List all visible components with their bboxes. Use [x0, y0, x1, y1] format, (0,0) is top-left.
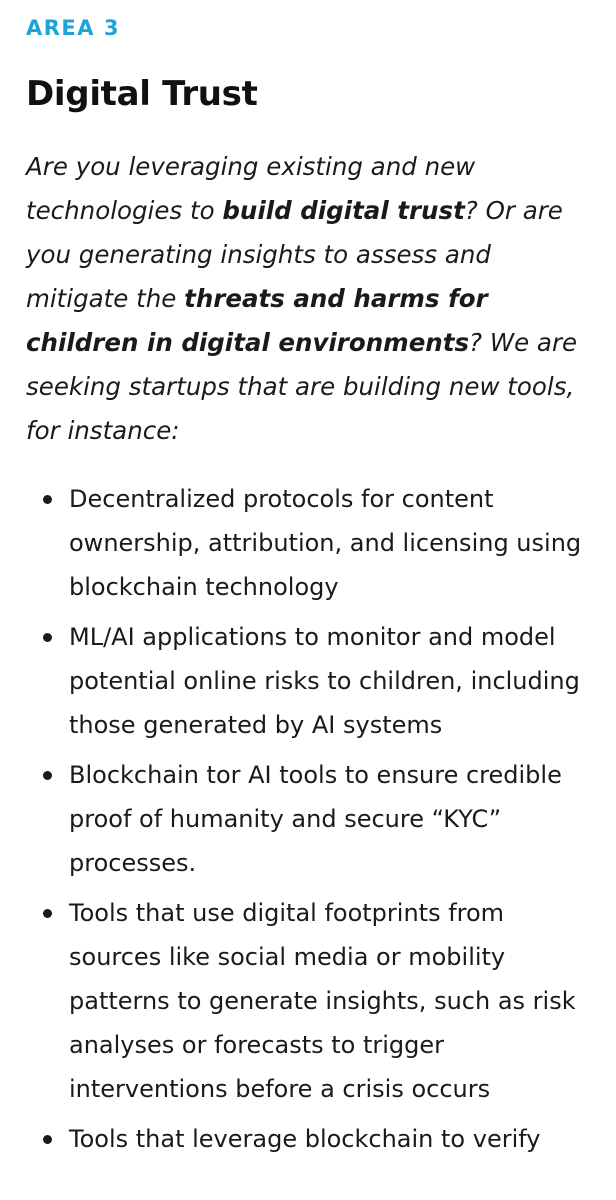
list-item — [26, 753, 596, 885]
bullet-icon — [43, 909, 52, 918]
list-item-text: Tools that use digital footprints from sources like social media or mobility patterns to generate insights, such as risk analyses or forecasts to trigger interventions before a crisis occurs — [69, 899, 576, 1103]
bullet-icon — [43, 1135, 52, 1144]
list-item — [26, 477, 596, 609]
intro-emphasis-2: threats and harms for children in digital environments — [26, 284, 488, 357]
intro-paragraph — [26, 145, 596, 453]
section-title: Digital Trust — [26, 74, 258, 114]
examples-list — [26, 477, 596, 1167]
intro-text-2: ? Or are you generating insights to assess and mitigate the — [26, 196, 563, 313]
list-item-text: Blockchain tor AI tools to ensure credible proof of humanity and secure “KYC” processes. — [69, 761, 562, 877]
list-item — [26, 891, 596, 1111]
bullet-icon — [43, 495, 52, 504]
list-item — [26, 615, 596, 747]
intro-text-3: ? We are seeking startups that are building new tools, for instance: — [26, 328, 578, 445]
list-item — [26, 1117, 596, 1161]
list-item-text: Decentralized protocols for content ownership, attribution, and licensing using blockchain technology — [69, 485, 582, 601]
intro-emphasis-1: build digital trust — [222, 196, 465, 225]
bullet-icon — [43, 633, 52, 642]
intro-text-1: Are you leveraging existing and new technologies to — [26, 152, 476, 225]
list-item-text: ML/AI applications to monitor and model potential online risks to children, including those generated by AI systems — [69, 623, 580, 739]
bullet-icon — [43, 771, 52, 780]
section-eyebrow: AREA 3 — [26, 16, 120, 40]
list-item-text: Tools that leverage blockchain to verify — [69, 1125, 541, 1153]
